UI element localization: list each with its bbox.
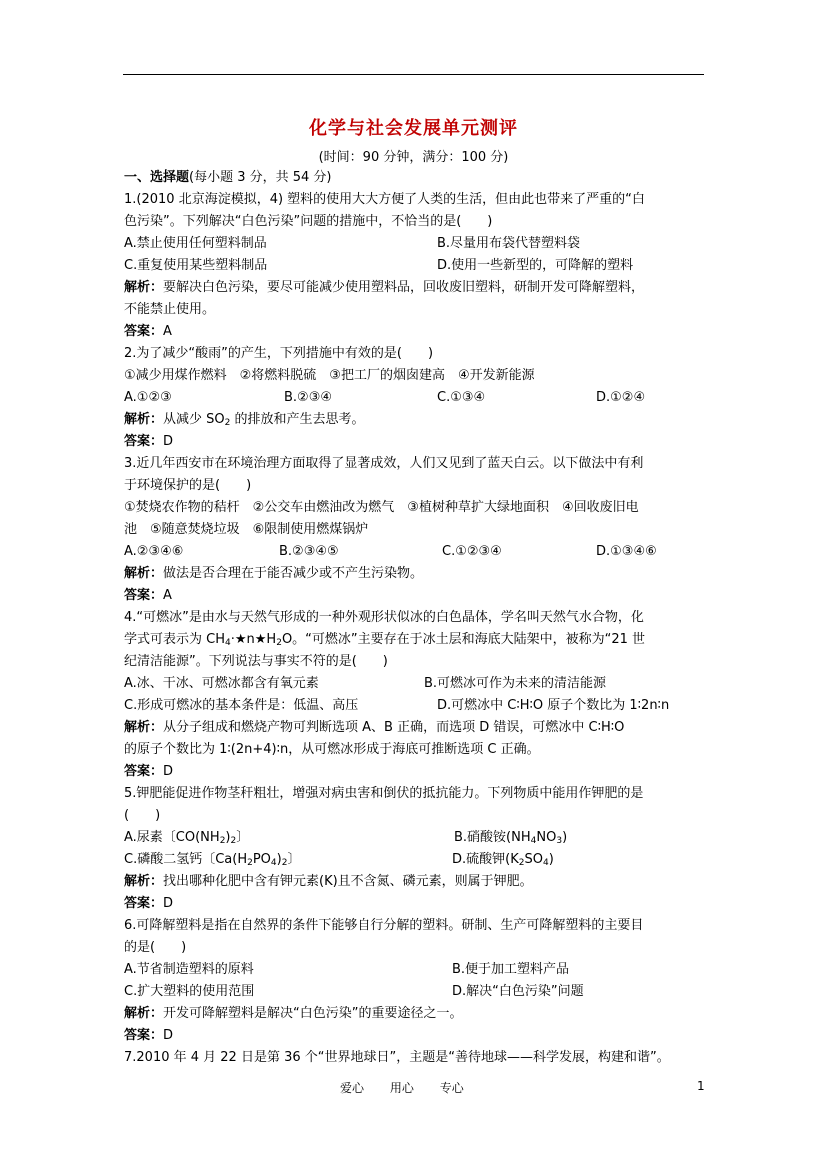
q2-items: ①减少用煤作燃料 ②将燃料脱硫 ③把工厂的烟囱建高 ④开发新能源 <box>124 368 535 383</box>
footer-motto: 爱心 用心 专心 <box>340 1081 464 1095</box>
q5-stem: 5.钾肥能促进作物茎秆粗壮，增强对病虫害和倒伏的抵抗能力。下列物质中能用作钾肥的是 <box>124 786 644 801</box>
q6-stem: 6.可降解塑料是指在自然界的条件下能够自行分解的塑料。研制、生产可降解塑料的主要目 <box>124 918 644 933</box>
q2-option-b: B.②③④ <box>284 390 333 405</box>
page-subtitle: (时间：90 分钟，满分：100 分) <box>318 150 509 165</box>
q6-stem-cont: 的是( ) <box>124 940 187 955</box>
q6-options-ab <box>124 959 704 981</box>
q2-options <box>124 387 704 409</box>
q4-explanation: 解析：从分子组成和燃烧产物可判断选项 A、B 正确，而选项 D 错误，可燃冰中 C∶H∶O <box>124 720 625 735</box>
section-heading: 一、选择题(每小题 3 分，共 54 分) <box>124 170 332 185</box>
q4-stem-cont: 纪清洁能源”。下列说法与事实不符的是( ) <box>124 654 388 669</box>
q1-explanation-cont: 不能禁止使用。 <box>124 302 216 317</box>
q1-stem-cont: 色污染”。下列解决“白色污染”问题的措施中，不恰当的是( ) <box>124 214 493 229</box>
q4-answer: 答案：D <box>124 764 174 779</box>
q3-stem: 3.近几年西安市在环境治理方面取得了显著成效，人们又见到了蓝天白云。以下做法中有利 <box>124 456 644 471</box>
document-body <box>124 167 704 1069</box>
q1-options-ab <box>124 233 704 255</box>
q5-option-b: B.硝酸铵$(NH_4NO_3)$ <box>454 830 568 846</box>
q3-option-b: B.②③④⑤ <box>279 544 339 559</box>
q2-explanation: 解析：从减少 $SO_2$ 的排放和产生去思考。 <box>124 412 365 428</box>
q4-option-c: C.形成可燃冰的基本条件是：低温、高压 <box>124 698 359 713</box>
q2-option-a: A.①②③ <box>124 390 172 405</box>
q4-option-b: B.可燃冰可作为未来的清洁能源 <box>424 676 607 691</box>
q6-options-cd <box>124 981 704 1003</box>
q5-options-ab <box>124 827 704 849</box>
q4-options-cd <box>124 695 704 717</box>
header-rule <box>123 74 704 75</box>
q2-option-d: D.①②④ <box>596 390 646 405</box>
q5-explanation: 解析：找出哪种化肥中含有钾元素(K)且不含氮、磷元素，则属于钾肥。 <box>124 874 533 889</box>
q5-options-cd <box>124 849 704 871</box>
q5-option-a: A.尿素〔$CO(NH_2)_2$〕 <box>124 830 250 846</box>
q6-option-b: B.便于加工塑料产品 <box>452 962 570 977</box>
q3-explanation: 解析：做法是否合理在于能否减少或不产生污染物。 <box>124 566 424 581</box>
q6-option-d: D.解决“白色污染”问题 <box>452 984 584 999</box>
q1-option-c: C.重复使用某些塑料制品 <box>124 258 268 273</box>
q4-stem: 4.“可燃冰”是由水与天然气形成的一种外观形状似冰的白色晶体，学名叫天然气水合物，化 <box>124 610 644 625</box>
q1-option-d: D.使用一些新型的，可降解的塑料 <box>437 258 634 273</box>
q4-option-a: A.冰、干冰、可燃冰都含有氧元素 <box>124 676 319 691</box>
q6-explanation: 解析：开发可降解塑料是解决“白色污染”的重要途径之一。 <box>124 1006 463 1021</box>
q1-option-b: B.尽量用布袋代替塑料袋 <box>437 236 581 251</box>
page-title: 化学与社会发展单元测评 <box>309 118 518 139</box>
q3-option-a: A.②③④⑥ <box>124 544 184 559</box>
q3-items-cont: 池 ⑤随意焚烧垃圾 ⑥限制使用燃煤锅炉 <box>124 522 369 537</box>
q3-options <box>124 541 704 563</box>
q3-option-d: D.①③④⑥ <box>596 544 657 559</box>
q1-option-a: A.禁止使用任何塑料制品 <box>124 236 267 251</box>
q7-stem: 7.2010 年 4 月 22 日是第 36 个“世界地球日”，主题是“善待地球——科学发展，构建和谐”。 <box>124 1050 670 1065</box>
q2-stem: 2.为了减少“酸雨”的产生，下列措施中有效的是( ) <box>124 346 434 361</box>
q3-items: ①焚烧农作物的秸杆 ②公交车由燃油改为燃气 ③植树种草扩大绿地面积 ④回收废旧电 <box>124 500 639 515</box>
q1-options-cd <box>124 255 704 277</box>
q4-option-d: D.可燃冰中 C∶H∶O 原子个数比为 1∶2n∶n <box>437 698 670 713</box>
q3-answer: 答案：A <box>124 588 172 603</box>
q5-stem-cont: ( ) <box>124 808 161 823</box>
page-number: 1 <box>697 1079 705 1093</box>
q4-explanation-cont: 的原子个数比为 1∶(2n+4)∶n，从可燃冰形成于海底可推断选项 C 正确。 <box>124 742 540 757</box>
q6-option-a: A.节省制造塑料的原料 <box>124 962 254 977</box>
q4-options-ab <box>124 673 704 695</box>
q4-stem-formula: 学式可表示为 $CH_4\cdot★n★H_2O$。“可燃冰”主要存在于冰土层和海底大陆架中，被称为“21 世 <box>124 632 646 648</box>
q3-option-c: C.①②③④ <box>442 544 502 559</box>
q6-answer: 答案：D <box>124 1028 174 1043</box>
q6-option-c: C.扩大塑料的使用范围 <box>124 984 255 999</box>
q1-explanation: 解析：要解决白色污染，要尽可能减少使用塑料品，回收废旧塑料，研制开发可降解塑料， <box>124 280 645 295</box>
q2-option-c: C.①③④ <box>437 390 486 405</box>
q3-stem-cont: 于环境保护的是( ) <box>124 478 252 493</box>
q5-answer: 答案：D <box>124 896 174 911</box>
q1-stem: 1.(2010 北京海淀模拟，4) 塑料的使用大大方便了人类的生活，但由此也带来了严重的“白 <box>124 192 645 207</box>
q2-answer: 答案：D <box>124 434 174 449</box>
q5-option-c: C.磷酸二氢钙〔$Ca(H_2PO_4)_2$〕 <box>124 852 301 868</box>
q5-option-d: D.硫酸钾$(K_2SO_4)$ <box>452 852 554 868</box>
q1-answer: 答案：A <box>124 324 172 339</box>
